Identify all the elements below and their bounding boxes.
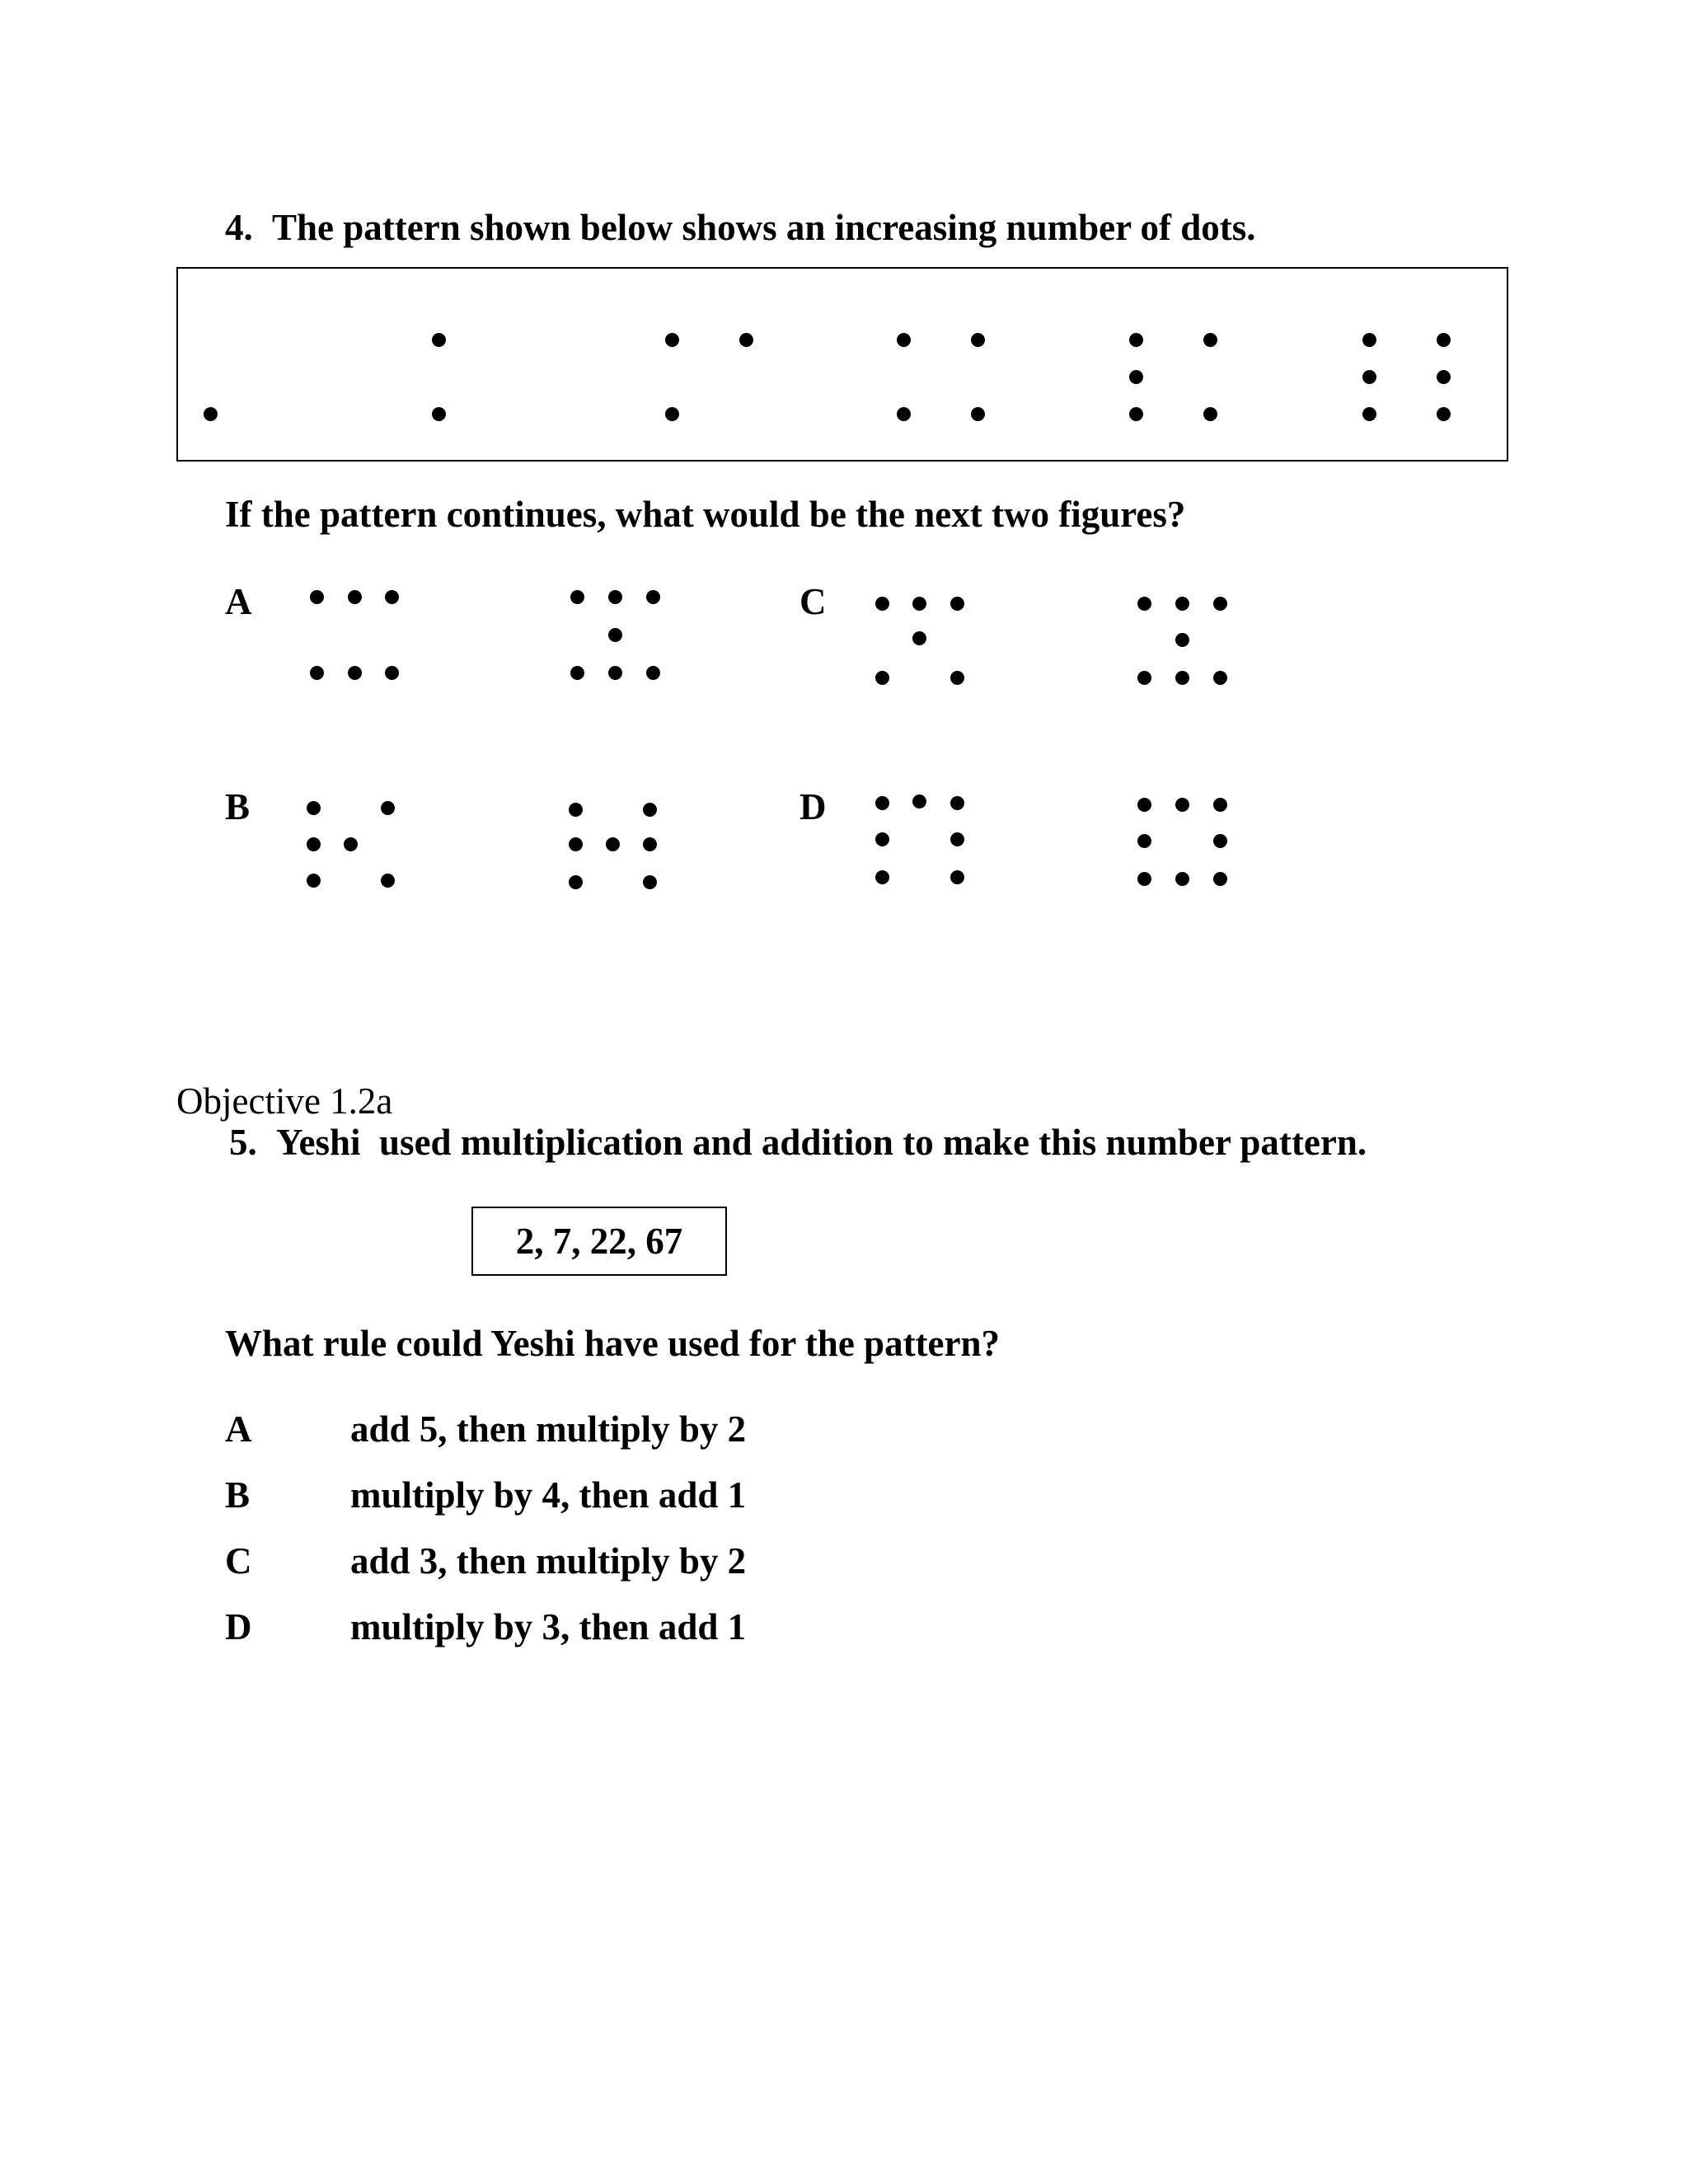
dot [1213,834,1227,848]
dot [646,590,660,604]
dot [569,803,583,817]
question-4-number: 4. [225,207,253,248]
option-d-letter: D [799,786,827,827]
dot [1213,872,1227,886]
dot [307,837,321,851]
dot [606,837,620,851]
dot [385,666,399,680]
dot [950,597,964,611]
dot [310,590,324,604]
dot [432,407,446,421]
choice-c-text: add 3, then multiply by 2 [350,1540,747,1582]
option-a-letter: A [225,581,252,622]
dot [1175,872,1189,886]
dot [307,874,321,888]
dot [569,875,583,889]
dot [1437,333,1451,347]
dot [739,333,753,347]
dot [643,875,657,889]
dot [912,597,926,611]
dot [665,333,679,347]
dot [381,801,395,815]
choice-b[interactable] [225,1474,747,1516]
dot [204,407,218,421]
choice-c[interactable] [225,1540,747,1582]
dot [1137,872,1151,886]
dot [1213,798,1227,812]
choice-d-text: multiply by 3, then add 1 [350,1606,747,1647]
dot [1213,671,1227,685]
dot [1137,671,1151,685]
dot-pattern-box [176,267,1508,462]
dot [875,796,889,810]
question-5-stem: Yeshi used multiplication and addition to make this number pattern. [276,1122,1367,1163]
dot [1137,597,1151,611]
choice-b-letter: B [225,1474,251,1516]
option-c-letter: C [799,581,827,622]
dot [1203,333,1217,347]
dot [1137,834,1151,848]
dot [1362,370,1376,384]
dot [1129,407,1143,421]
dot [608,590,622,604]
choice-d-letter: D [225,1606,252,1647]
dot [385,590,399,604]
question-5-line [229,1121,1367,1164]
dot [310,666,324,680]
dot [912,631,926,645]
dot [307,801,321,815]
dot [875,597,889,611]
dot [1213,597,1227,611]
dot [1437,407,1451,421]
dot [1362,333,1376,347]
dot [1437,370,1451,384]
question-5-prompt: What rule could Yeshi have used for the pattern? [225,1323,1001,1364]
dot [348,590,362,604]
dot [344,837,358,851]
dot [608,666,622,680]
dot [1129,333,1143,347]
dot [897,333,911,347]
dot [971,333,985,347]
dot [950,870,964,884]
dot [1175,597,1189,611]
dot [381,874,395,888]
dot [875,671,889,685]
dot [432,333,446,347]
dot [971,407,985,421]
dot [950,796,964,810]
dot [643,803,657,817]
number-pattern-box [471,1207,727,1276]
dot [912,794,926,808]
dot [875,832,889,846]
choice-d[interactable] [225,1605,747,1648]
dot [1203,407,1217,421]
choice-a-letter: A [225,1408,252,1450]
dot [1137,798,1151,812]
dot [950,671,964,685]
choice-a[interactable] [225,1408,747,1451]
dot [950,832,964,846]
choice-c-letter: C [225,1540,252,1582]
choice-b-text: multiply by 4, then add 1 [350,1474,747,1516]
dot [1175,633,1189,647]
question-4-stem: The pattern shown below shows an increasing number of dots. [272,207,1256,248]
number-pattern-sequence: 2, 7, 22, 67 [515,1221,683,1262]
dot [1362,407,1376,421]
dot [1129,370,1143,384]
option-b-letter: B [225,786,251,827]
dot [646,666,660,680]
dot [897,407,911,421]
dot [608,628,622,642]
question-4-line [225,206,1256,249]
dot [348,666,362,680]
choice-a-text: add 5, then multiply by 2 [350,1408,747,1450]
dot [643,837,657,851]
dot [1175,671,1189,685]
question-5-number: 5. [229,1122,257,1163]
dot [665,407,679,421]
dot [875,870,889,884]
dot [1175,798,1189,812]
dot [570,590,584,604]
dot [569,837,583,851]
objective-label: Objective 1.2a [176,1080,393,1122]
dot [570,666,584,680]
question-4-followup: If the pattern continues, what would be the next two figures? [225,494,1186,535]
